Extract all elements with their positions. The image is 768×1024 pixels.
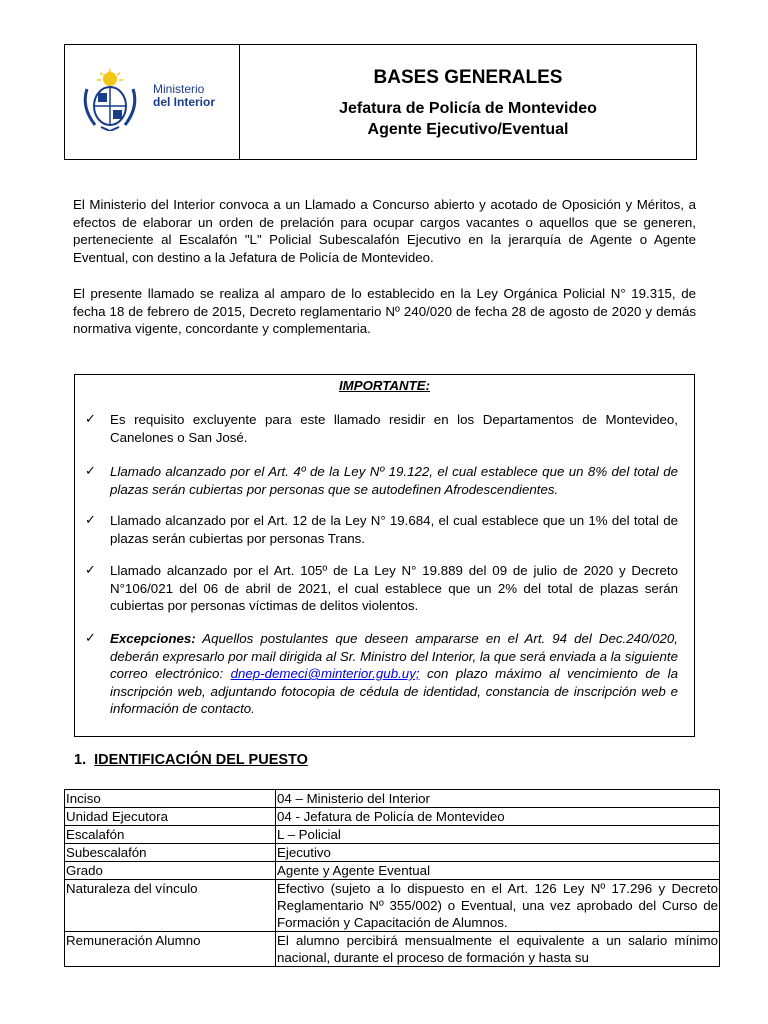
email-link[interactable]: dnep-demeci@minterior.gub.uy; bbox=[230, 666, 420, 681]
table-row bbox=[65, 790, 720, 808]
table-cell-label: Grado bbox=[65, 862, 276, 880]
ministry-name-line1: Ministerio bbox=[153, 82, 205, 96]
document-subtitle-unit: Jefatura de Policía de Montevideo bbox=[339, 100, 597, 117]
document-subtitle-position: Agente Ejecutivo/Eventual bbox=[367, 121, 569, 138]
table-row bbox=[65, 808, 720, 826]
intro-paragraph-1: El Ministerio del Interior convoca a un Llamado a Concurso abierto y acotado de Oposición y Méritos, a efectos de elaborar un orden de prelación para ocupar cargos vacantes o aquellos que se generen, perteneciente al Escalafón "L" Policial Subescalafón Ejecutivo en la jerarquía de Agente o Agente Eventual, con destino a la Jefatura de Policía de Montevideo. bbox=[73, 197, 696, 265]
important-item-text: Llamado alcanzado por el Art. 4º de la Ley Nº 19.122, el cual establece que un 8% del total de plazas serán cubiertas por personas que se autodefinen Afrodescendientes. bbox=[110, 464, 678, 497]
table-cell-value: 04 – Ministerio del Interior bbox=[276, 790, 720, 808]
title-cell bbox=[240, 45, 696, 159]
table-cell-label: Inciso bbox=[65, 790, 276, 808]
important-title: IMPORTANTE: bbox=[338, 378, 431, 393]
table-cell-value: 04 - Jefatura de Policía de Montevideo bbox=[276, 808, 720, 826]
table-row bbox=[65, 880, 720, 932]
table-cell-value: Ejecutivo bbox=[276, 844, 720, 862]
exceptions-label: Excepciones: bbox=[110, 631, 196, 646]
important-item-text: Llamado alcanzado por el Art. 12 de la Ley N° 19.684, el cual establece que un 1% del total de plazas serán cubiertas por personas Trans. bbox=[110, 513, 678, 546]
table-row bbox=[65, 932, 720, 967]
checkmark-icon: ✓ bbox=[85, 630, 96, 645]
ministry-name bbox=[153, 83, 215, 109]
uruguay-coat-of-arms-logo bbox=[75, 69, 145, 131]
exceptions-text-b: con plazo máximo al vencimiento de la inscripción web, adjuntando fotocopia de cédula de identidad, constancia de inscripción web e información de contacto. bbox=[110, 666, 679, 716]
checkmark-icon: ✓ bbox=[85, 512, 96, 527]
table-cell-label: Subescalafón bbox=[65, 844, 276, 862]
table-cell-value: L – Policial bbox=[276, 826, 720, 844]
table-cell-value: El alumno percibirá mensualmente el equivalente a un salario mínimo nacional, durante el proceso de formación y hasta su bbox=[277, 933, 718, 965]
ministry-name-line2: del Interior bbox=[153, 95, 216, 109]
checkmark-icon: ✓ bbox=[85, 562, 96, 577]
section-number: 1. bbox=[74, 752, 87, 768]
important-notice-box bbox=[74, 374, 695, 737]
position-identification-table bbox=[64, 789, 720, 967]
intro-paragraph-2: El presente llamado se realiza al amparo de lo establecido en la Ley Orgánica Policial N° 19.315, de fecha 18 de febrero de 2015, Decreto reglamentario Nº 240/020 de fecha 28 de agosto de 2020 y demás normativa vigente, concordante y complementaria. bbox=[73, 286, 696, 336]
important-item-text: Es requisito excluyente para este llamado residir en los Departamentos de Montevideo, Canelones o San José. bbox=[110, 412, 678, 445]
document-title: BASES GENERALES bbox=[373, 67, 563, 88]
important-item-text: Llamado alcanzado por el Art. 105º de La Ley N° 19.889 del 09 de julio de 2020 y Decreto N°106/021 del 06 de abril de 2021, el cual establece que un 2% del total de plazas serán cubiertas por personas víctimas de delitos violentos. bbox=[110, 563, 678, 613]
table-row bbox=[65, 826, 720, 844]
section-heading bbox=[74, 752, 308, 768]
table-cell-label: Escalafón bbox=[65, 826, 276, 844]
table-row bbox=[65, 862, 720, 880]
exceptions-text-a: Aquellos postulantes que deseen ampararse en el Art. 94 del Dec.240/020, deberán expresarlo por mail dirigida al Sr. Ministro del Interior, la que será enviada a la siguiente correo electrónico: bbox=[110, 631, 678, 681]
table-cell-value: Efectivo (sujeto a lo dispuesto en el Art. 126 Ley Nº 17.296 y Decreto Reglamentario Nº 355/002) o Eventual, una vez aprobado del Curso de Formación y Capacitación de Alumnos. bbox=[277, 881, 718, 930]
checkmark-icon: ✓ bbox=[85, 411, 96, 426]
table-cell-value: Agente y Agente Eventual bbox=[276, 862, 720, 880]
important-item-text bbox=[110, 630, 678, 718]
table-cell-label: Unidad Ejecutora bbox=[65, 808, 276, 826]
section-title: IDENTIFICACIÓN DEL PUESTO bbox=[94, 752, 308, 768]
table-row bbox=[65, 844, 720, 862]
document-header bbox=[64, 44, 697, 160]
table-cell-label: Naturaleza del vínculo bbox=[65, 880, 276, 932]
table-cell-label: Remuneración Alumno bbox=[65, 932, 276, 967]
checkmark-icon: ✓ bbox=[85, 463, 96, 478]
logo-cell bbox=[65, 45, 240, 159]
